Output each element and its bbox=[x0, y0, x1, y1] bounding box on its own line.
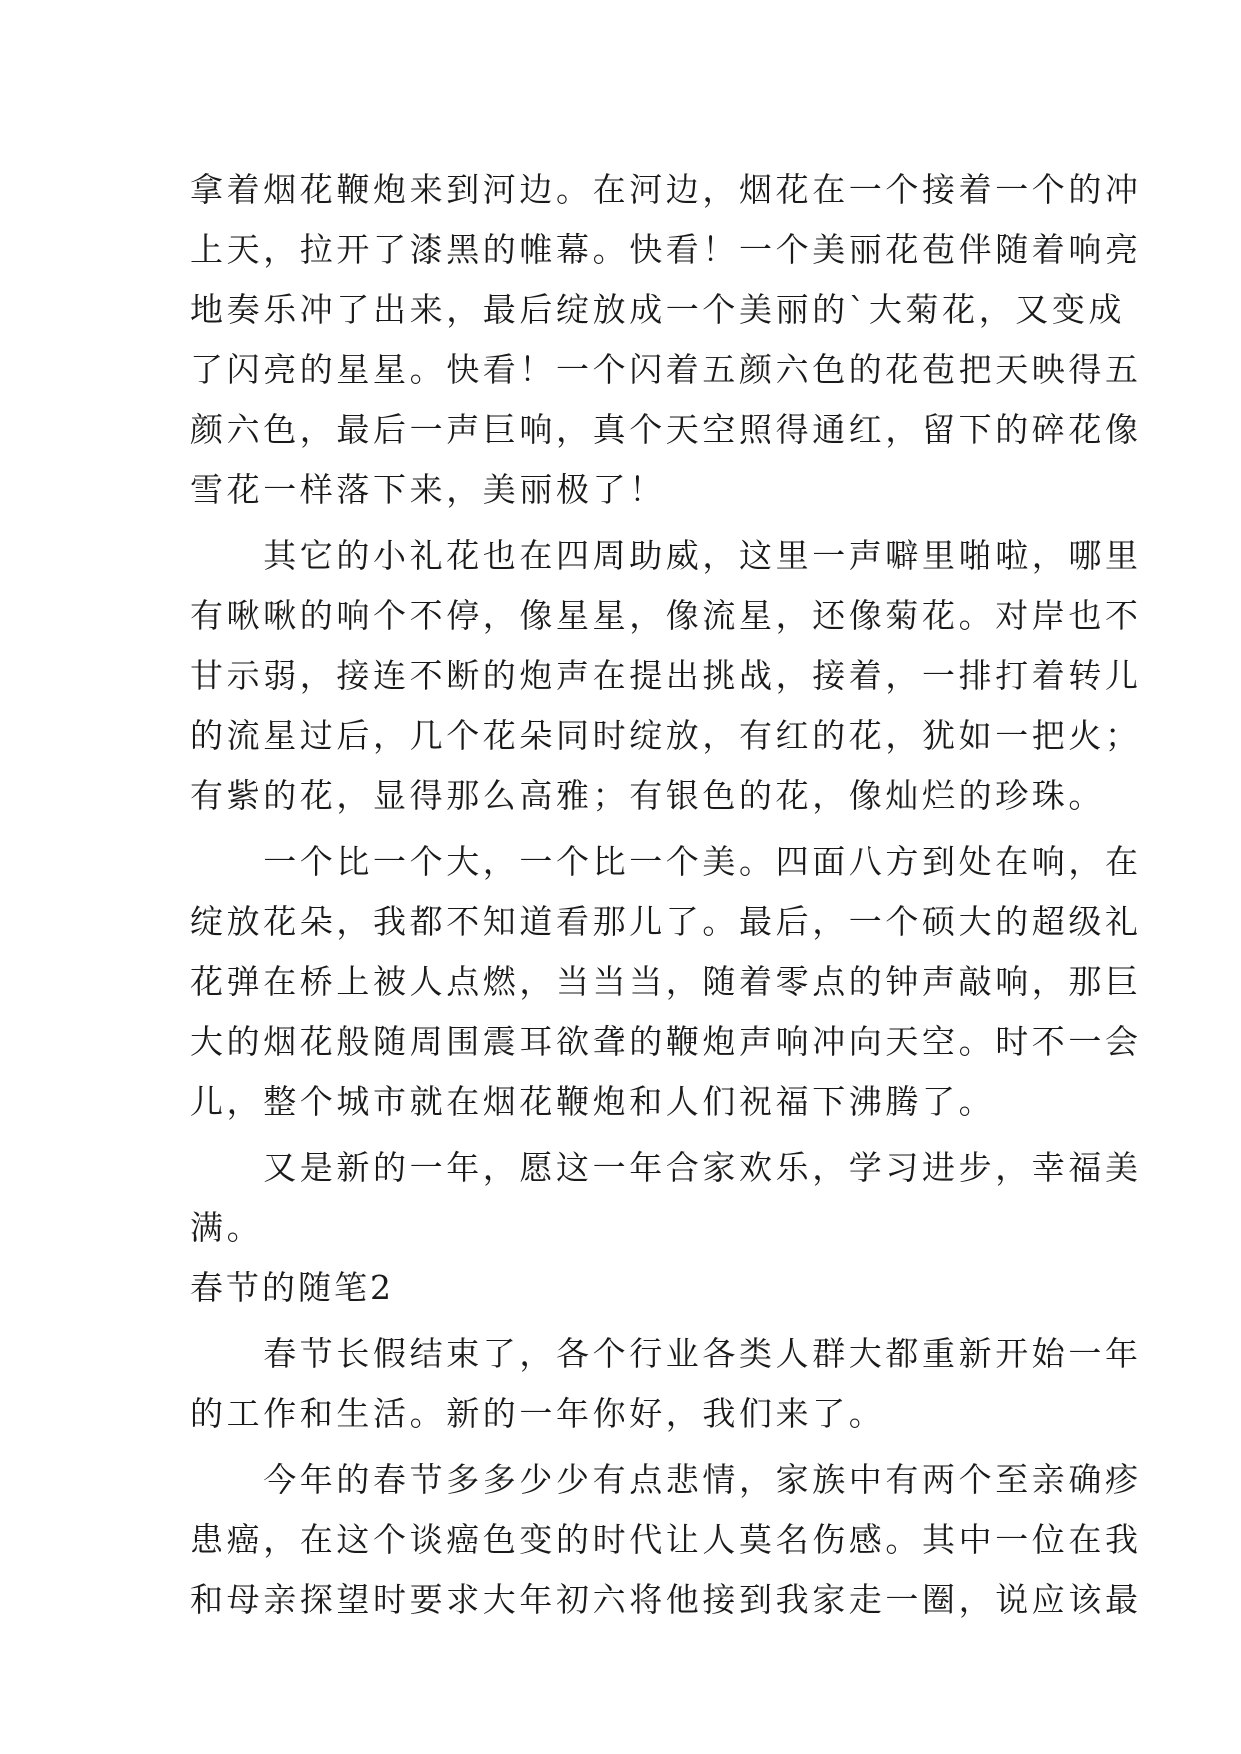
text-line: 的工作和生活。新的一年你好，我们来了。 bbox=[190, 1394, 886, 1433]
text-line: 的流星过后，几个花朵同时绽放，有红的花，犹如一把火； bbox=[190, 716, 1142, 755]
text-line: 甘示弱，接连不断的炮声在提出挑战，接着，一排打着转儿 bbox=[190, 656, 1142, 695]
text-line: 和母亲探望时要求大年初六将他接到我家走一圈，说应该最 bbox=[190, 1580, 1142, 1619]
paragraph bbox=[190, 832, 1142, 1132]
text-line: 儿，整个城市就在烟花鞭炮和人们祝福下沸腾了。 bbox=[190, 1082, 996, 1121]
text-line: 春节长假结束了，各个行业各类人群大都重新开始一年 bbox=[190, 1334, 1142, 1373]
text-line: 颜六色，最后一声巨响，真个天空照得通红，留下的碎花像 bbox=[190, 410, 1142, 449]
text-line: 满。 bbox=[190, 1208, 264, 1247]
text-line: 患癌，在这个谈癌色变的时代让人莫名伤感。其中一位在我 bbox=[190, 1520, 1142, 1559]
text-line: 拿着烟花鞭炮来到河边。在河边，烟花在一个接着一个的冲 bbox=[190, 170, 1142, 209]
heading-text: 春节的随笔2 bbox=[190, 1268, 394, 1307]
text-line: 了闪亮的星星。快看！一个闪着五颜六色的花苞把天映得五 bbox=[190, 350, 1142, 389]
text-line: 地奏乐冲了出来，最后绽放成一个美丽的`大菊花，又变成 bbox=[190, 290, 1126, 329]
text-line: 雪花一样落下来，美丽极了！ bbox=[190, 470, 666, 509]
text-line: 一个比一个大，一个比一个美。四面八方到处在响，在 bbox=[190, 842, 1142, 881]
paragraph bbox=[190, 1450, 1142, 1630]
paragraph bbox=[190, 526, 1142, 826]
text-line: 大的烟花般随周围震耳欲聋的鞭炮声响冲向天空。时不一会 bbox=[190, 1022, 1142, 1061]
document-body bbox=[190, 160, 1142, 1630]
paragraph bbox=[190, 1324, 1142, 1444]
section-heading bbox=[190, 1258, 1050, 1318]
text-line: 有啾啾的响个不停，像星星，像流星，还像菊花。对岸也不 bbox=[190, 596, 1142, 635]
text-line: 有紫的花，显得那么高雅；有银色的花，像灿烂的珍珠。 bbox=[190, 776, 1105, 815]
paragraph bbox=[190, 160, 1142, 520]
text-line: 花弹在桥上被人点燃，当当当，随着零点的钟声敲响，那巨 bbox=[190, 962, 1142, 1001]
text-line: 又是新的一年，愿这一年合家欢乐，学习进步，幸福美 bbox=[190, 1148, 1142, 1187]
text-line: 绽放花朵，我都不知道看那儿了。最后，一个硕大的超级礼 bbox=[190, 902, 1142, 941]
text-line: 上天，拉开了漆黑的帷幕。快看！一个美丽花苞伴随着响亮 bbox=[190, 230, 1142, 269]
paragraph bbox=[190, 1138, 1142, 1258]
text-line: 今年的春节多多少少有点悲情，家族中有两个至亲确疹 bbox=[190, 1460, 1142, 1499]
text-line: 其它的小礼花也在四周助威，这里一声噼里啪啦，哪里 bbox=[190, 536, 1142, 575]
